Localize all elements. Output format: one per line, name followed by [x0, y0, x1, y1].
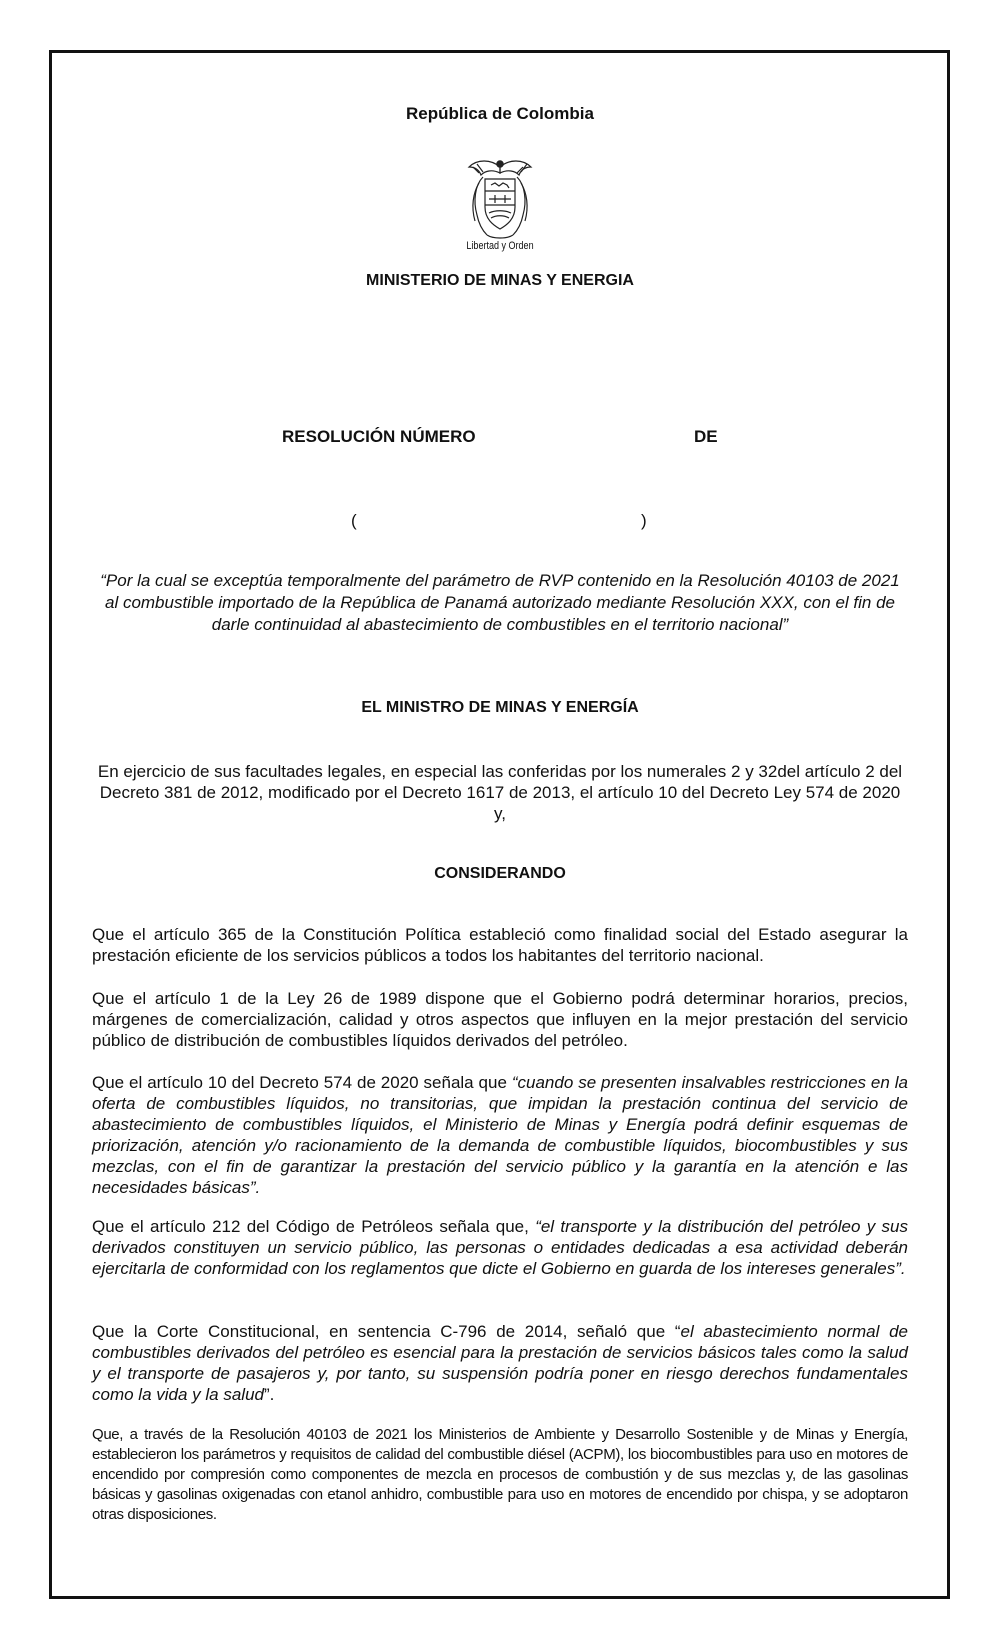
consideration-paragraph-1: Que el artículo 365 de la Constitución Política estableció como finalidad social del Estado asegurar la prestación eficiente de los servicios públicos a todos los habitantes del territorio nacional.	[92, 925, 908, 965]
resolution-epigraph: “Por la cual se exceptúa temporalmente del parámetro de RVP contenido en la Resolución 40103 de 2021 al combustible importado de la República de Panamá autorizado mediante Resolución XXX, con el fin de darle continuidad al abastecimiento de combustibles en el territorio nacional”	[100, 571, 900, 634]
consideration-4-quote: “el transporte y la distribución del petróleo y sus derivados constituyen un servicio público, las personas o entidades dedicadas a esa actividad deberán ejercitarla de conformidad con los reglamentos que dicte el Gobierno en guarda de los intereses generales”.	[92, 1217, 908, 1278]
consideration-3-quote: “cuando se presenten insalvables restricciones en la oferta de combustibles líquidos, no transitorias, que impidan la prestación continua del servicio de abastecimiento de combustibles líquidos, el Ministerio de Minas y Energía podrá definir esquemas de priorización, atención y/o racionamiento de la demanda de combustible líquidos, biocombustibles y sus mezclas, con el fin de garantizar la prestación del servicio público y la garantía en la atención e las necesidades básicas”.	[92, 1073, 908, 1197]
consideration-paragraph-5	[92, 1321, 908, 1405]
consideration-5-quote: el abastecimiento normal de combustibles derivados del petróleo es esencial para la prestación de servicios básicos tales como la salud y el transporte de pasajeros y, por tanto, su suspensión podría poner en riesgo derechos fundamentales como la vida y la salud	[92, 1322, 908, 1404]
ministry-name: MINISTERIO DE MINAS Y ENERGIA	[366, 272, 634, 289]
resolution-number-label: RESOLUCIÓN NÚMERO	[282, 427, 476, 446]
consideration-4-lead: Que el artículo 212 del Código de Petróleos señala que,	[92, 1217, 536, 1236]
considerando-heading: CONSIDERANDO	[434, 865, 566, 882]
consideration-5-lead: Que la Corte Constitucional, en sentencia C-796 de 2014, señaló que “	[92, 1322, 681, 1341]
resolution-paren-close: )	[641, 511, 647, 530]
seal-motto: Libertad y Orden	[466, 240, 534, 252]
legal-powers-paragraph: En ejercicio de sus facultades legales, en especial las conferidas por los numerales 2 y 32del artículo 2 del Decreto 381 de 2012, modificado por el Decreto 1617 de 2013, el artículo 10 del Decreto Ley 574 de 2020 y,	[97, 762, 903, 823]
resolution-date-label: DE	[694, 427, 718, 446]
resolution-paren-open: (	[351, 511, 357, 530]
consideration-paragraph-4	[92, 1216, 908, 1279]
consideration-paragraph-2: Que el artículo 1 de la Ley 26 de 1989 dispone que el Gobierno podrá determinar horarios, precios, márgenes de comercialización, calidad y otros aspectos que influyen en la mejor prestación del servicio público de distribución de combustibles líquidos derivados del petróleo.	[92, 989, 908, 1050]
consideration-paragraph-6: Que, a través de la Resolución 40103 de 2021 los Ministerios de Ambiente y Desarrollo Sostenible y de Minas y Energía, establecieron los parámetros y requisitos de calidad del combustible diésel (ACPM), los biocombustibles para uso en motores de encendido por compresión como componentes de mezcla en procesos de combustión y de sus mezclas y, de las gasolinas básicas y gasolinas oxigenadas con etanol anhidro, combustible para uso en motores de encendido por chispa, y se adoptaron otras disposiciones.	[92, 1426, 908, 1523]
consideration-5-tail: ”.	[263, 1385, 275, 1404]
consideration-paragraph-3	[92, 1072, 908, 1198]
country-name: República de Colombia	[406, 104, 594, 123]
consideration-3-lead: Que el artículo 10 del Decreto 574 de 2020 señala que	[92, 1073, 512, 1092]
minister-heading: EL MINISTRO DE MINAS Y ENERGÍA	[361, 699, 639, 716]
